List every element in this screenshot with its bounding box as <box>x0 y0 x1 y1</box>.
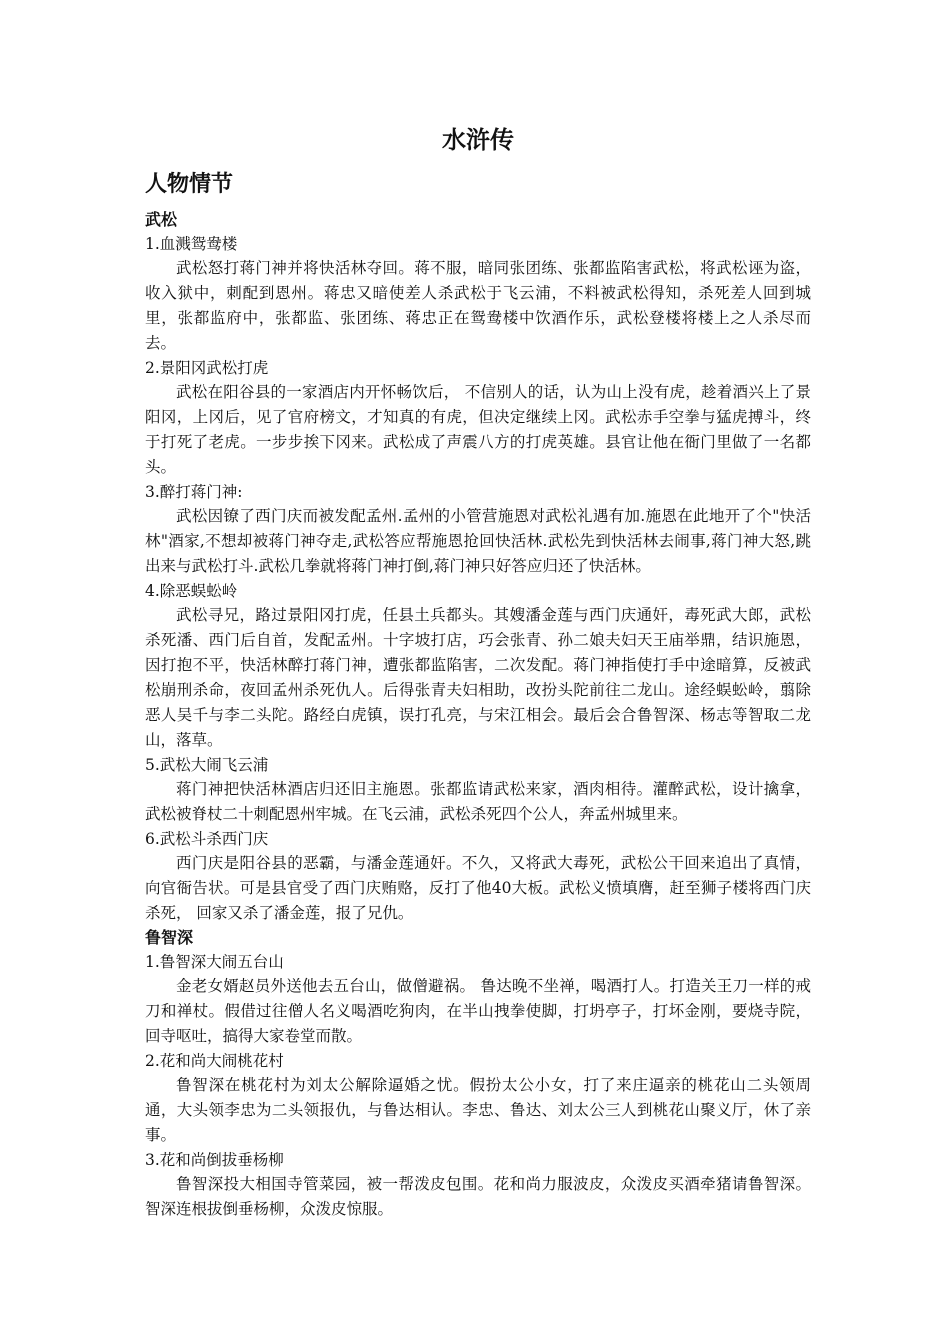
character-section-luzhishen <box>145 926 811 1222</box>
story-title: 6.武松斗杀西门庆 <box>145 830 269 848</box>
story-title: 4.除恶蜈蚣岭 <box>145 582 238 600</box>
character-name: 鲁智深 <box>145 928 194 947</box>
story-item <box>145 480 811 579</box>
story-body: 鲁智深投大相国寺管菜园，被一帮泼皮包围。花和尚力服波皮，众泼皮买酒牵猪请鲁智深。智深连根拔倒垂杨柳，众泼皮惊服。 <box>145 1175 811 1218</box>
story-item <box>145 579 811 753</box>
story-item <box>145 950 811 1049</box>
document-title: 水浒传 <box>442 126 514 154</box>
character-name: 武松 <box>145 210 178 229</box>
story-item <box>145 1049 811 1148</box>
story-title: 5.武松大闹飞云浦 <box>145 756 269 774</box>
story-title: 3.花和尚倒拔垂杨柳 <box>145 1151 284 1169</box>
story-title: 3.醉打蒋门神: <box>145 483 243 501</box>
story-body: 武松寻兄，路过景阳冈打虎，任县土兵都头。其嫂潘金莲与西门庆通奸，毒死武大郎，武松杀死潘、西门后自首，发配孟州。十字坡打店，巧会张青、孙二娘夫妇天王庙举鼎，结识施恩，因打抱不平，快活林醉打蒋门神，遭张都监陷害，二次发配。蒋门神指使打手中途暗算，反被武松崩刑杀命，夜回孟州杀死仇人。后得张青夫妇相助，改扮头陀前往二龙山。途经蜈蚣岭，翦除恶人吴千与李二头陀。路经白虎镇，误打孔亮，与宋江相会。最后会合鲁智深、杨志等智取二龙山，落草。 <box>145 606 811 749</box>
story-title: 1.鲁智深大闹五台山 <box>145 953 284 971</box>
character-section-wusong <box>145 208 811 926</box>
section-heading: 人物情节 <box>145 172 234 197</box>
story-body: 武松在阳谷县的一家酒店内开怀畅饮后， 不信别人的话，认为山上没有虎，趁着酒兴上了景阳冈，上冈后，见了官府榜文，才知真的有虎，但决定继续上冈。武松赤手空拳与猛虎搏斗，终于打死了老虎。一步步挨下冈来。武松成了声震八方的打虎英雄。县官让他在衙门里做了一名都头。 <box>145 383 811 476</box>
story-item <box>145 753 811 827</box>
document-page <box>145 120 811 1222</box>
story-item <box>145 827 811 926</box>
story-title: 1.血溅鸳鸯楼 <box>145 235 238 253</box>
story-body: 西门庆是阳谷县的恶霸，与潘金莲通奸。不久，又将武大毒死，武松公干回来追出了真情，向官衙告状。可是县官受了西门庆贿赂，反打了他40大板。武松义愤填膺，赶至狮子楼将西门庆杀死， 回家又杀了潘金莲，报了兄仇。 <box>145 854 811 922</box>
story-body: 金老女婿赵员外送他去五台山，做僧避祸。 鲁达晚不坐禅，喝酒打人。打造关王刀一样的戒刀和禅杖。假借过往僧人名义喝酒吃狗肉，在半山拽拳使脚，打坍亭子，打坏金刚，要烧寺院，回寺呕吐，搞得大家卷堂而散。 <box>145 977 811 1045</box>
story-item <box>145 1148 811 1222</box>
story-body: 蒋门神把快活林酒店归还旧主施恩。张都监请武松来家，酒肉相待。灌醉武松，设计擒拿，武松被脊杖二十刺配恩州牢城。在飞云浦，武松杀死四个公人，奔孟州城里来。 <box>145 780 811 823</box>
story-body: 鲁智深在桃花村为刘太公解除逼婚之忧。假扮太公小女，打了来庄逼亲的桃花山二头领周通，大头领李忠为二头领报仇，与鲁达相认。李忠、鲁达、刘太公三人到桃花山聚义厅，休了亲事。 <box>145 1076 811 1144</box>
story-item <box>145 356 811 480</box>
story-body: 武松怒打蒋门神并将快活林夺回。蒋不服，暗同张团练、张都监陷害武松，将武松诬为盗，收入狱中，刺配到恩州。蒋忠又暗使差人杀武松于飞云浦，不料被武松得知，杀死差人回到城里，张都监府中，张都监、张团练、蒋忠正在鸳鸯楼中饮酒作乐，武松登楼将楼上之人杀尽而去。 <box>145 259 811 352</box>
story-title: 2.花和尚大闹桃花村 <box>145 1052 284 1070</box>
story-item <box>145 232 811 356</box>
story-body: 武松因镣了西门庆而被发配孟州.孟州的小管营施恩对武松礼遇有加.施恩在此地开了个"快活林"酒家,不想却被蒋门神夺走,武松答应帮施恩抢回快活林.武松先到快活林去闹事,蒋门神大怒,跳出来与武松打斗.武松几拳就将蒋门神打倒,蒋门神只好答应归还了快活林。 <box>145 507 811 575</box>
story-title: 2.景阳冈武松打虎 <box>145 359 269 377</box>
